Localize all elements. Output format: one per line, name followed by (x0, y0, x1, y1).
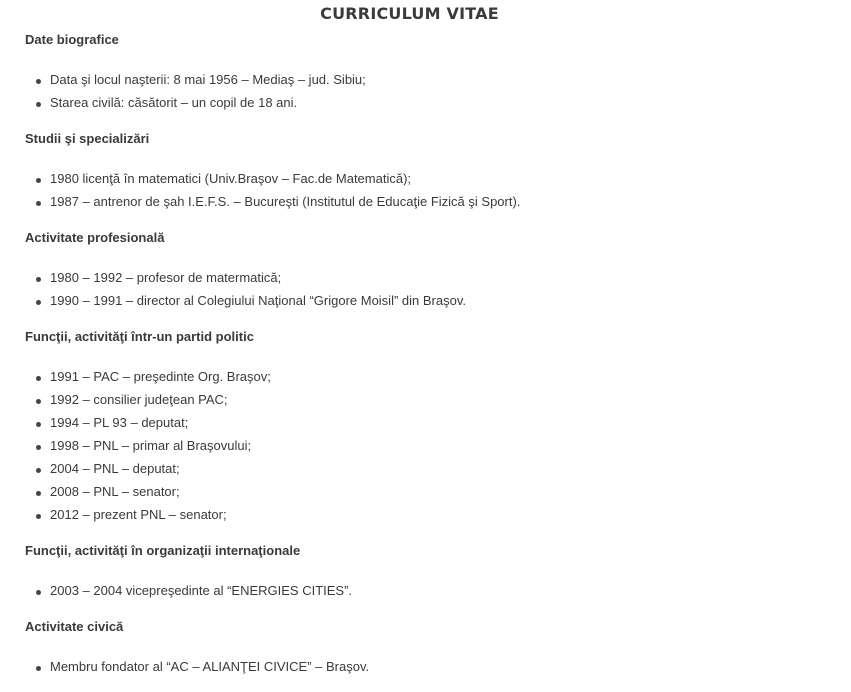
bullet-icon (36, 399, 41, 404)
list-item (0, 194, 520, 217)
bullet-icon (36, 445, 41, 450)
list-item (0, 583, 352, 606)
list-activitate-profesionala (0, 270, 466, 316)
bullet-icon (36, 590, 41, 595)
section-heading-activitate-profesionala: Activitate profesională (25, 230, 165, 245)
list-item-text: 2004 – PNL – deputat; (50, 461, 180, 476)
bullet-icon (36, 422, 41, 427)
list-item-text: 2012 – prezent PNL – senator; (50, 507, 227, 522)
bullet-icon (36, 102, 41, 107)
list-item-text: 1992 – consilier judeţean PAC; (50, 392, 228, 407)
list-item-text: Data şi locul naşterii: 8 mai 1956 – Mediaş – jud. Sibiu; (50, 72, 366, 87)
list-item-text: Membru fondator al “AC – ALIANŢEI CIVICE” – Braşov. (50, 659, 370, 674)
list-item (0, 507, 271, 530)
bullet-icon (36, 300, 41, 305)
list-item-text: 1990 – 1991 – director al Colegiului Naţional “Grigore Moisil” din Braşov. (50, 293, 466, 308)
list-item (0, 171, 520, 194)
list-item (0, 461, 271, 484)
list-item (0, 484, 271, 507)
list-item-text: 1980 licenţă în matematici (Univ.Braşov – Fac.de Matematică); (50, 171, 412, 186)
list-item-text: 1991 – PAC – preşedinte Org. Braşov; (50, 369, 271, 384)
section-heading-studii: Studii şi specializări (25, 131, 150, 146)
bullet-icon (36, 79, 41, 84)
list-item (0, 72, 366, 95)
list-item (0, 369, 271, 392)
list-organizatii-internationale (0, 583, 352, 606)
bullet-icon (36, 514, 41, 519)
list-item (0, 438, 271, 461)
bullet-icon (36, 468, 41, 473)
list-item-text: Starea civilă: căsătorit – un copil de 18 ani. (50, 95, 298, 110)
list-item (0, 415, 271, 438)
list-item-text: 1998 – PNL – primar al Braşovului; (50, 438, 252, 453)
list-item-text: 1987 – antrenor de şah I.E.F.S. – Bucureşti (Institutul de Educaţie Fizică şi Sport). (50, 194, 521, 209)
list-studii (0, 171, 520, 217)
list-item-text: 2003 – 2004 vicepreşedinte al “ENERGIES CITIES”. (50, 583, 353, 598)
list-item (0, 95, 366, 118)
bullet-icon (36, 201, 41, 206)
bullet-icon (36, 178, 41, 183)
list-item (0, 659, 369, 682)
bullet-icon (36, 491, 41, 496)
section-heading-date-biografice: Date biografice (25, 32, 119, 47)
section-heading-partid-politic: Funcţii, activităţi într-un partid politic (25, 329, 254, 344)
section-heading-organizatii-internationale: Funcţii, activităţi în organizaţii internaţionale (25, 543, 301, 558)
list-item (0, 293, 466, 316)
page-title: CURRICULUM VITAE (320, 4, 499, 23)
list-activitate-civica (0, 659, 369, 682)
list-partid-politic (0, 369, 271, 530)
bullet-icon (36, 666, 41, 671)
bullet-icon (36, 277, 41, 282)
list-item-text: 1994 – PL 93 – deputat; (50, 415, 189, 430)
bullet-icon (36, 376, 41, 381)
list-item-text: 1980 – 1992 – profesor de matermatică; (50, 270, 282, 285)
list-item (0, 270, 466, 293)
list-item (0, 392, 271, 415)
section-heading-activitate-civica: Activitate civică (25, 619, 124, 634)
list-item-text: 2008 – PNL – senator; (50, 484, 180, 499)
list-date-biografice (0, 72, 366, 118)
